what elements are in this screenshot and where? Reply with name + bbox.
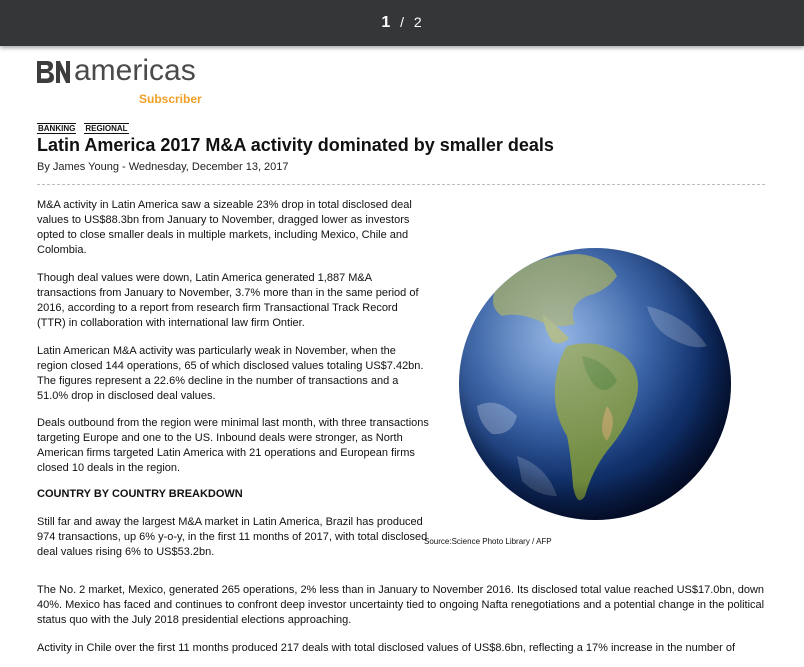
- article-paragraph-mexico: The No. 2 market, Mexico, generated 265 operations, 2% less than in January to November 2016. Its disclosed total value reached US$17.0bn, down 40%. Mexico has faced and continues to confront deep investor uncertainty tied to ongoing Nafta renegotiations and a potential change in the political status quo with the July 2018 presidential elections approaching.: [37, 584, 765, 626]
- article-headline: Latin America 2017 M&A activity dominated by smaller deals: [37, 135, 554, 155]
- page-indicator[interactable]: [381, 14, 422, 32]
- document-page: [0, 46, 804, 654]
- article-paragraph-brazil: Still far and away the largest M&A market in Latin America, Brazil has produced 974 transactions, up 6% y-o-y, in the first 11 months of 2017, with total disclosed deal values rising 6% to US$53.2bn.: [37, 516, 428, 558]
- section-heading: COUNTRY BY COUNTRY BREAKDOWN: [37, 488, 243, 500]
- total-pages-number: 2: [413, 14, 423, 30]
- tag-banking[interactable]: BANKING: [38, 124, 76, 133]
- bn-logo-mark-icon: [36, 60, 72, 84]
- bnamericas-logo: [36, 54, 216, 106]
- article-paragraph: Deals outbound from the region were minimal last month, with three transactions targeting Europe and one to the US. Inbound deals were stronger, as North American firms targeted Latin America with 21 operations and European firms closed 10 deals in the region.: [37, 417, 429, 474]
- article-paragraph: Latin American M&A activity was particularly weak in November, when the region closed 144 operations, 65 of which disclosed values totaling US$7.42bn. The figures represent a 22.6% decline in the number of transactions and a 51.0% drop in disclosed deal values.: [37, 345, 424, 402]
- page-separator: /: [400, 14, 405, 30]
- article-paragraph: M&A activity in Latin America saw a sizeable 23% drop in total disclosed deal values to US$88.3bn from January to November, dragged lower as investors opted to close smaller deals in multiple markets, including Mexico, Chile and Colombia.: [37, 199, 412, 256]
- image-caption: Source:Science Photo Library / AFP: [424, 537, 552, 546]
- earth-globe-icon: [457, 246, 733, 522]
- current-page-number: 1: [381, 14, 392, 31]
- article-byline: By James Young - Wednesday, December 13, 2017: [37, 161, 289, 173]
- pdf-viewer-toolbar: [0, 0, 804, 46]
- article-paragraph: Though deal values were down, Latin America generated 1,887 M&A transactions from January to November, 3.7% more than in the same period of 2016, according to a report from research firm Transactional Track Record (TTR) in collaboration with international law firm Ontier.: [37, 272, 419, 329]
- tag-regional[interactable]: REGIONAL: [85, 124, 128, 133]
- globe-image: [457, 246, 733, 522]
- header-divider: [37, 184, 765, 185]
- logo-brand-text: americas: [74, 54, 196, 87]
- article-paragraph-chile: Activity in Chile over the first 11 months produced 217 deals with total disclosed values of US$8.6bn, reflecting a 17% increase in the number of: [37, 642, 736, 654]
- logo-subscriber-text: Subscriber: [139, 92, 202, 106]
- article-tags: [37, 123, 129, 134]
